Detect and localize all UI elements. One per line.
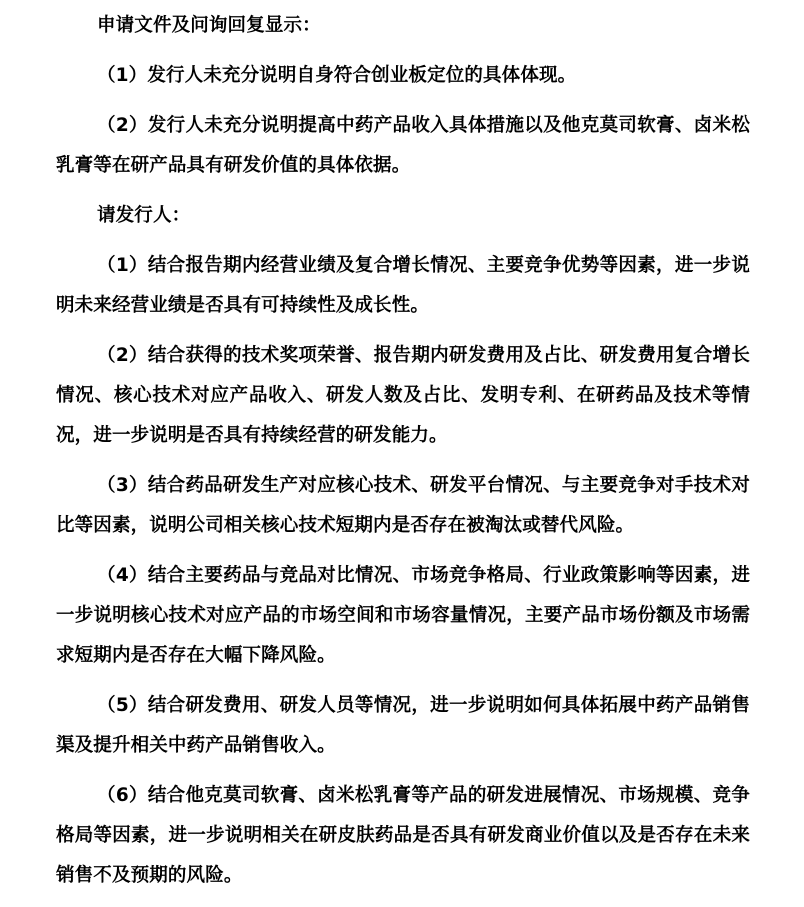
intro-paragraph: 申请文件及问询回复显示： bbox=[97, 15, 321, 36]
request-1-paragraph: （1）结合报告期内经营业绩及复合增长情况、主要竞争优势等因素，进一步说明未来经营业绩是否具有可持续性及成长性。 bbox=[56, 255, 750, 316]
request-heading: 请发行人： bbox=[97, 205, 191, 226]
request-2-paragraph: （2）结合获得的技术奖项荣誉、报告期内研发费用及占比、研发费用复合增长情况、核心技术对应产品收入、研发人数及占比、发明专利、在研药品及技术等情况，进一步说明是否具有持续经营的研发能力。 bbox=[56, 345, 750, 446]
finding-2-paragraph: （2）发行人未充分说明提高中药产品收入具体措施以及他克莫司软膏、卤米松乳膏等在研产品具有研发价值的具体依据。 bbox=[56, 115, 750, 176]
request-3-paragraph: （3）结合药品研发生产对应核心技术、研发平台情况、与主要竞争对手技术对比等因素，说明公司相关核心技术短期内是否存在被淘汰或替代风险。 bbox=[56, 475, 750, 536]
document-body bbox=[56, 6, 750, 896]
request-4-paragraph: （4）结合主要药品与竞品对比情况、市场竞争格局、行业政策影响等因素，进一步说明核心技术对应产品的市场空间和市场容量情况，主要产品市场份额及市场需求短期内是否存在大幅下降风险。 bbox=[56, 565, 750, 666]
request-5-paragraph: （5）结合研发费用、研发人员等情况，进一步说明如何具体拓展中药产品销售渠及提升相关中药产品销售收入。 bbox=[56, 695, 750, 756]
finding-1-paragraph: （1）发行人未充分说明自身符合创业板定位的具体体现。 bbox=[97, 65, 577, 86]
request-6-paragraph: （6）结合他克莫司软膏、卤米松乳膏等产品的研发进展情况、市场规模、竞争格局等因素，进一步说明相关在研皮肤药品是否具有研发商业价值以及是否存在未来销售不及预期的风险。 bbox=[56, 785, 750, 886]
